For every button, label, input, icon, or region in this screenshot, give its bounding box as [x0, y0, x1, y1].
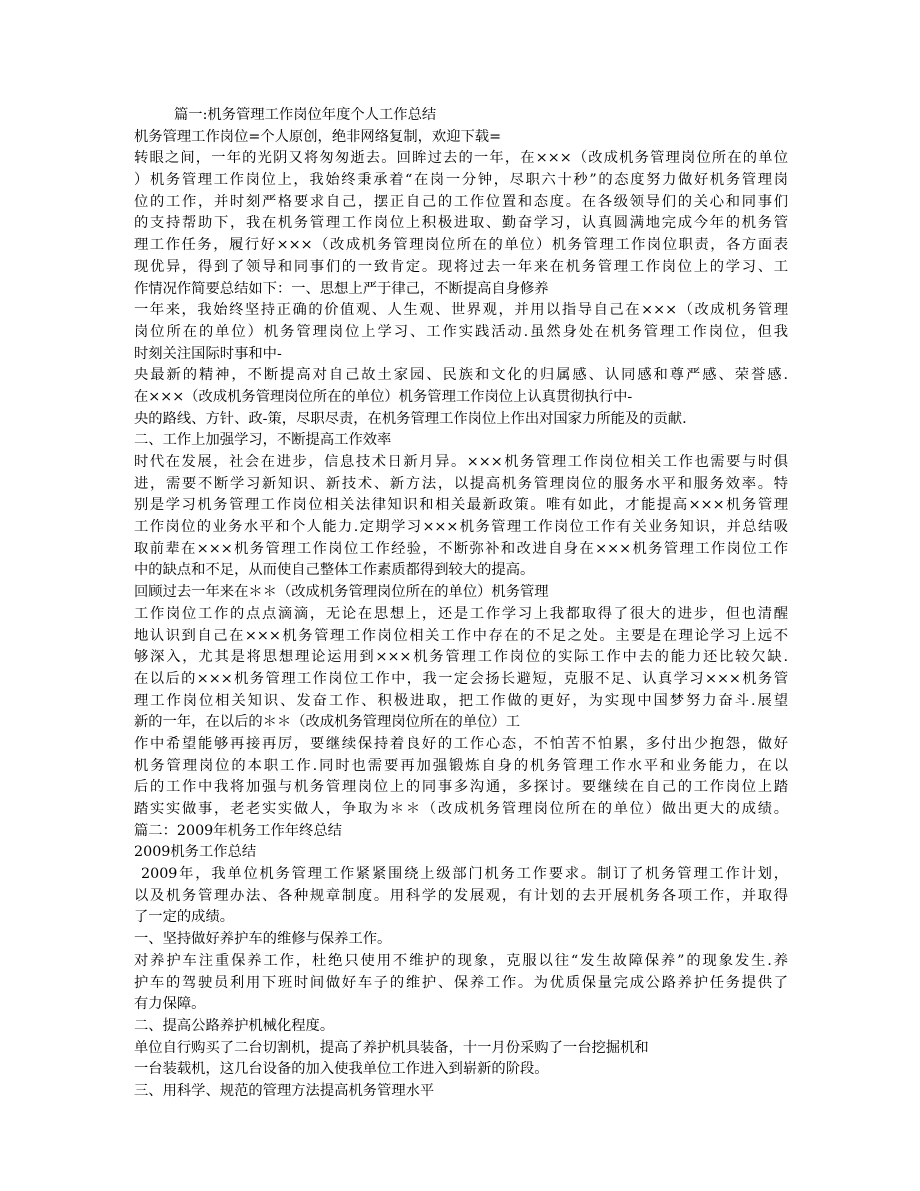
- text-line: 有力保障。: [134, 996, 206, 1013]
- text-line: 在以后的×××机务管理工作岗位工作中，我一定会扬长避短，克服不足、认真学习×××机务管: [134, 670, 788, 687]
- text-line: 央最新的精神，不断提高对自己故土家园、民族和文化的归属感、认同感和尊严感、荣誉感.: [134, 367, 788, 384]
- text-line: 对养护车注重保养工作，杜绝只使用不维护的现象，克服以往“发生故障保养”的现象发生.养: [134, 952, 788, 969]
- text-line: 2009年，我单位机务管理工作紧紧围绕上级部门机务工作要求。制订了机务管理工作计划，: [141, 866, 788, 883]
- text-line: ）机务管理工作岗位上，我始终秉承着“在岗一分钟，尽职六十秒”的态度努力做好机务管理岗: [134, 172, 788, 189]
- text-line: 的支持帮助下，我在机务管理工作岗位上积极进取、勤奋学习，认真圆满地完成今年的机务管: [134, 215, 788, 232]
- text-line: 一台装载机，这几台设备的加入使我单位工作进入到崭新的阶段。: [134, 1061, 549, 1078]
- text-line: 一、坚持做好养护车的维修与保养工作。: [134, 931, 392, 948]
- text-line: 篇一:机务管理工作岗位年度个人工作总结: [174, 107, 437, 123]
- text-line: 央的路线、方针、政-策，尽职尽责，在机务管理工作岗位上作出对国家力所能及的贡献.: [134, 410, 687, 427]
- text-line: 地认识到自己在×××机务管理工作岗位相关工作中存在的不足之处。主要是在理论学习上远不: [134, 627, 788, 644]
- text-line: 岗位所在的单位）机务管理岗位上学习、工作实践活动.虽然身处在机务管理工作岗位，但我: [134, 323, 788, 340]
- text-line: 回顾过去一年来在＊＊（改成机务管理岗位所在的单位）机务管理: [134, 584, 549, 601]
- document-page: [134, 105, 788, 1103]
- text-line: 理工作岗位相关知识、发奋工作、积极进取，把工作做的更好，为实现中国梦努力奋斗.展望: [134, 692, 788, 709]
- text-line: 了一定的成绩。: [134, 909, 235, 926]
- text-line: 中的缺点和不足，从而使自己整体工作素质都得到较大的提高。: [134, 562, 535, 579]
- text-line: 三、用科学、规范的管理方法提高机务管理水平: [134, 1082, 435, 1099]
- text-line: 踏实实做事，老老实实做人，争取为＊＊（改成机务管理岗位所在的单位）做出更大的成绩。: [134, 801, 788, 817]
- text-line: 以及机务管理办法、各种规章制度。用科学的发展观，有计划的去开展机务各项工作，并取得: [134, 887, 788, 904]
- text-line: 机务管理工作岗位=个人原创，绝非网络复制，欢迎下载=: [134, 128, 502, 145]
- text-line: 现优异，得到了领导和同事们的一致肯定。现将过去一年来在机务管理工作岗位上的学习、工: [134, 258, 788, 275]
- text-line: 工作岗位工作的点点滴滴，无论在思想上，还是工作学习上我都取得了很大的进步，但也清醒: [134, 605, 788, 622]
- text-line: 护车的驾驶员利用下班时间做好车子的维护、保养工作。为优质保量完成公路养护任务提供了: [134, 974, 788, 991]
- text-line: 二、提高公路养护机械化程度。: [134, 1017, 335, 1034]
- text-line: 单位自行购买了二台切割机，提高了养护机具装备，十一月份采购了一台挖掘机和: [134, 1039, 649, 1056]
- text-line: 二、工作上加强学习，不断提高工作效率: [134, 432, 392, 449]
- text-line: 后的工作中我将加强与机务管理岗位上的同事多沟通，多探讨。要继续在自己的工作岗位上踏: [134, 779, 788, 796]
- text-line: 作情况作简要总结如下：一、思想上严于律己，不断提高自身修养: [134, 280, 549, 297]
- text-line: 工作岗位的业务水平和个人能力.定期学习×××机务管理工作岗位工作有关业务知识，并总结吸: [134, 519, 788, 536]
- text-line: 进，需要不断学习新知识、新技术、新方法，以提高机务管理岗位的服务水平和服务效率。特: [134, 475, 788, 492]
- text-line: 别是学习机务管理工作岗位相关法律知识和相关最新政策。唯有如此，才能提高×××机务管理: [134, 497, 788, 514]
- text-line: 在×××（改成机务管理岗位所在的单位）机务管理工作岗位上认真贯彻执行中-: [134, 388, 633, 405]
- text-line: 篇二：2009年机务工作年终总结: [134, 822, 342, 839]
- text-line: 理工作任务，履行好×××（改成机务管理岗位所在的单位）机务管理工作岗位职责，各方面表: [134, 237, 788, 254]
- text-line: 作中希望能够再接再厉，要继续保持着良好的工作心态，不怕苦不怕累，多付出少抱怨，做好: [134, 735, 788, 752]
- text-line: 新的一年，在以后的＊＊（改成机务管理岗位所在的单位）工: [134, 714, 521, 731]
- text-line: 一年来，我始终坚持正确的价值观、人生观、世界观，并用以指导自己在×××（改成机务管理: [134, 302, 788, 319]
- text-line: 时代在发展，社会在进步，信息技术日新月异。×××机务管理工作岗位相关工作也需要与时俱: [134, 454, 788, 470]
- text-line: 够深入，尤其是将思想理论运用到×××机务管理工作岗位的实际工作中去的能力还比较欠缺.: [134, 649, 788, 666]
- text-line: 时刻关注国际时事和中-: [134, 345, 282, 362]
- text-line: 转眼之间，一年的光阴又将匆匆逝去。回眸过去的一年，在×××（改成机务管理岗位所在的单位: [134, 150, 788, 167]
- text-line: 取前辈在×××机务管理工作岗位工作经验，不断弥补和改进自身在×××机务管理工作岗位工作: [134, 540, 788, 557]
- text-line: 位的工作，并时刻严格要求自己，摆正自己的工作位置和态度。在各级领导们的关心和同事们: [134, 193, 788, 210]
- text-line: 机务管理岗位的本职工作.同时也需要再加强锻炼自身的机务管理工作水平和业务能力，在以: [134, 757, 788, 774]
- text-line: 2009机务工作总结: [134, 844, 257, 861]
